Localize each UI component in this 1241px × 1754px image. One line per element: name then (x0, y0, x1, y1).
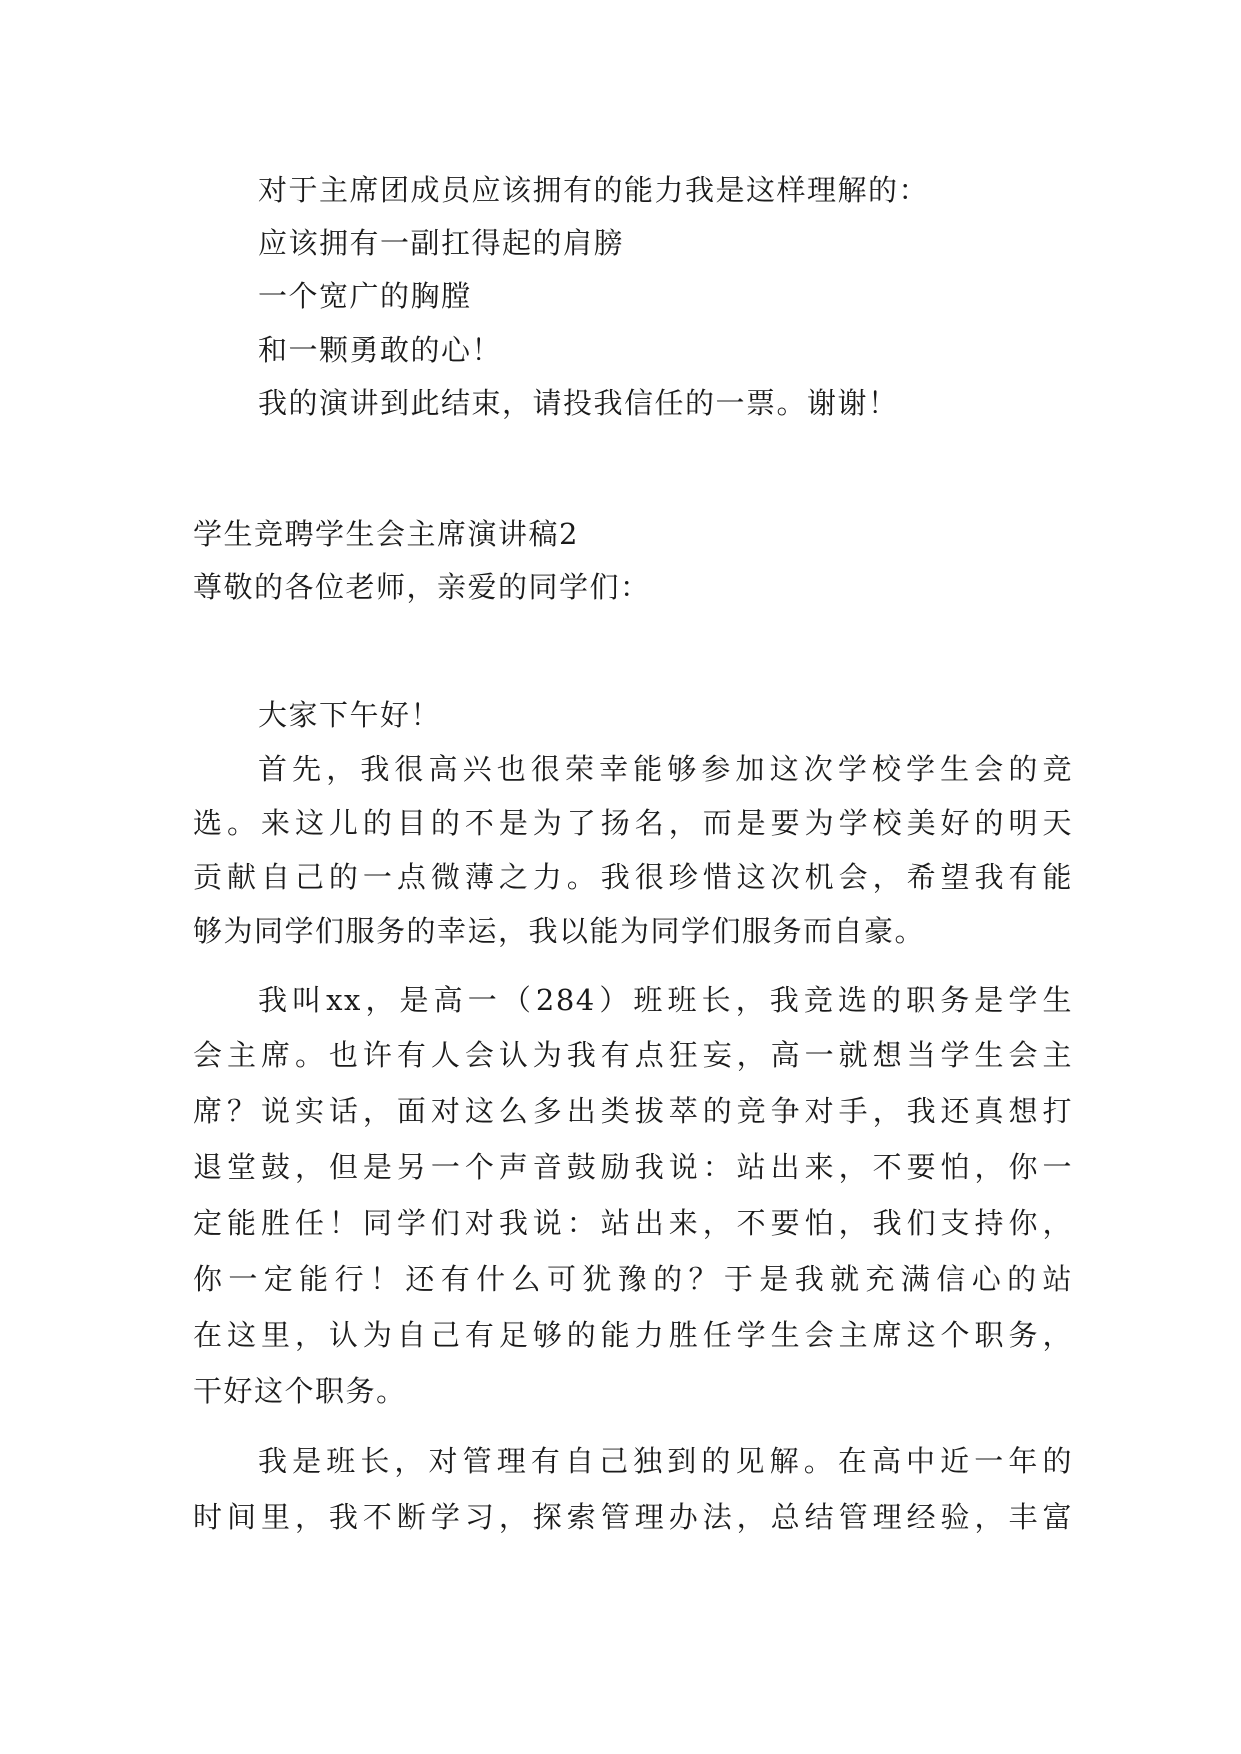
paragraph-line: 你一定能行！还有什么可犹豫的？于是我就充满信心的站 (193, 1262, 1073, 1296)
paragraph-line: 时间里，我不断学习，探索管理办法，总结管理经验，丰富 (193, 1500, 1073, 1534)
text-line: 应该拥有一副扛得起的肩膀 (258, 226, 625, 260)
text-line: 和一颗勇敢的心！ (258, 333, 503, 367)
paragraph-line: 贡献自己的一点微薄之力。我很珍惜这次机会，希望我有能 (193, 860, 1073, 894)
paragraph-line: 我叫xx，是高一（284）班班长，我竞选的职务是学生 (258, 983, 1073, 1017)
text-line: 对于主席团成员应该拥有的能力我是这样理解的： (258, 173, 930, 207)
paragraph-line: 首先，我很高兴也很荣幸能够参加这次学校学生会的竞 (258, 752, 1073, 786)
closing-line: 我的演讲到此结束，请投我信任的一票。谢谢！ (258, 386, 899, 420)
paragraph-line: 够为同学们服务的幸运，我以能为同学们服务而自豪。 (193, 914, 926, 948)
paragraph-line: 席？说实话，面对这么多出类拔萃的竞争对手，我还真想打 (193, 1094, 1073, 1128)
greeting: 大家下午好！ (258, 698, 442, 732)
text-line: 一个宽广的胸膛 (258, 279, 472, 313)
paragraph-line: 我是班长，对管理有自己独到的见解。在高中近一年的 (258, 1444, 1073, 1478)
document-title: 学生竞聘学生会主席演讲稿2 (193, 517, 579, 551)
paragraph-line: 会主席。也许有人会认为我有点狂妄，高一就想当学生会主 (193, 1038, 1073, 1072)
paragraph-line: 退堂鼓，但是另一个声音鼓励我说：站出来，不要怕，你一 (193, 1150, 1073, 1184)
paragraph-line: 选。来这儿的目的不是为了扬名，而是要为学校美好的明天 (193, 806, 1073, 840)
paragraph-line: 定能胜任！同学们对我说：站出来，不要怕，我们支持你， (193, 1206, 1073, 1240)
salutation: 尊敬的各位老师，亲爱的同学们： (193, 570, 651, 604)
paragraph-line: 在这里，认为自己有足够的能力胜任学生会主席这个职务， (193, 1318, 1073, 1352)
paragraph-line: 干好这个职务。 (193, 1374, 407, 1408)
